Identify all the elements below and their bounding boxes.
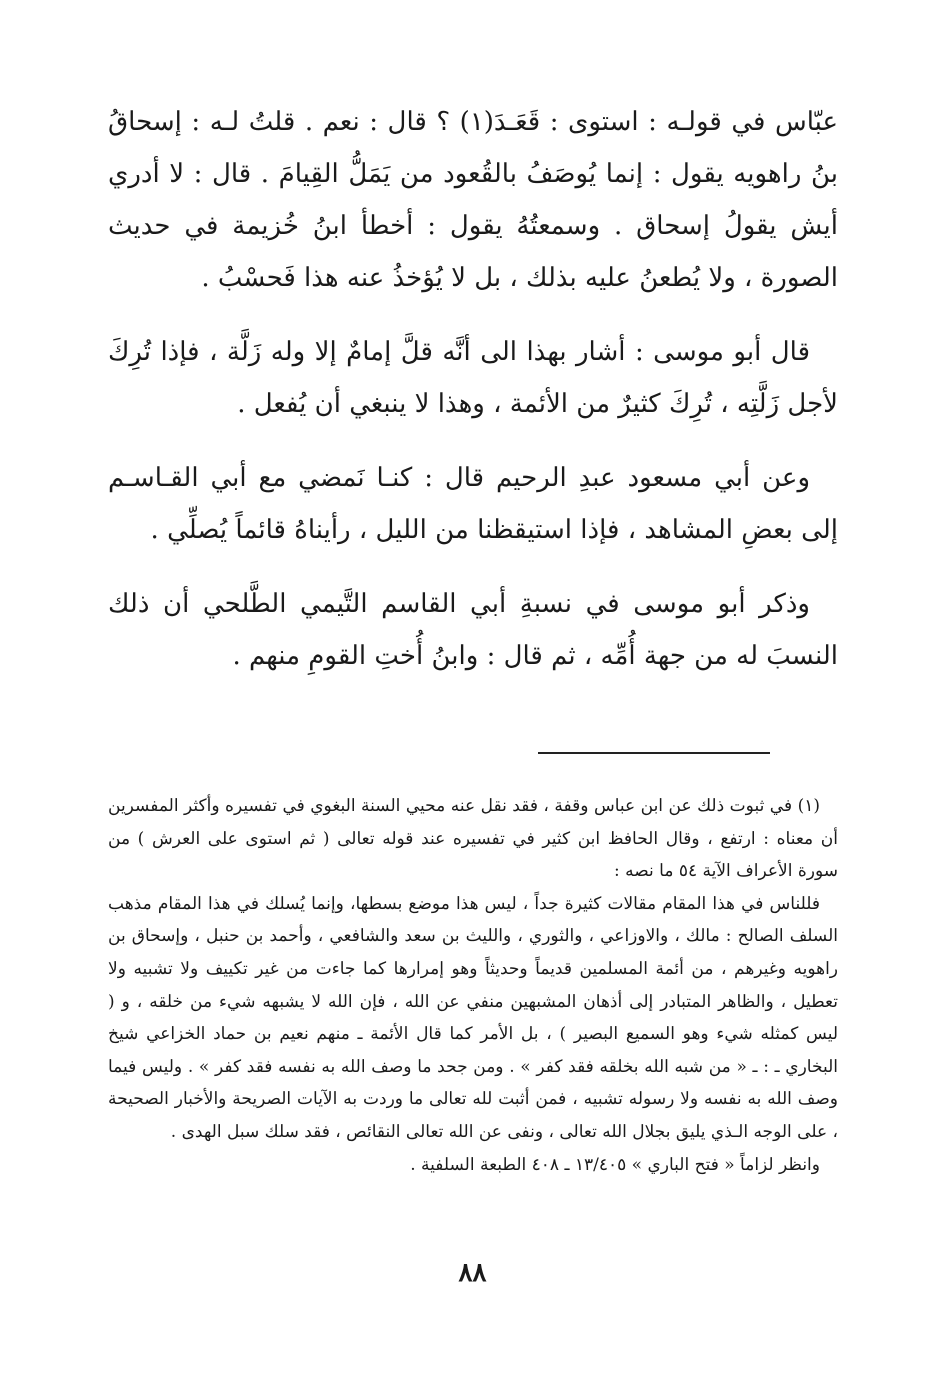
footnote-quote: فللناس في هذا المقام مقالات كثيرة جداً ، ليس هذا موضع بسطها، وإنما يُسلك في هذا المقام مذهب السلف الصالح : مالك ، والاوزاعي ، والثوري ، والليث بن سعد والشافعي ، وأحمد بن حنبل ، وإسحاق بن راهويه وغيرهم ، من أئمة المسلمين قديماً وحديثاً وهو إمرارها كما جاءت من غير تكييف ولا تشبيه ولا تعطيل ، والظاهر المتبادر إلى أذهان المشبهين منفي عن الله ، فإن الله لا يشبهه شيء من خلقه ، و ( ليس كمثله شيء وهو السميع البصير ) ، بل الأمر كما قال الأئمة ـ منهم نعيم بن حماد الخزاعي شيخ البخاري ـ : ـ « من شبه الله بخلقه فقد كفر » . ومن جحد ما وصف الله به نفسه فقد كفر » . وليس فيما وصف الله به نفسه ولا رسوله تشبيه ، فمن أثبت لله تعالى ما وردت به الآيات الصريحة والأخبار الصحيحة ، على الوجه الـذي يليق بجلال الله تعالى ، ونفى عن الله تعالى النقائص ، فقد سلك سبل الهدى . xyxy=(108,893,838,1142)
paragraph-4: وذكر أبو موسى في نسبةِ أبي القاسم التَّيمي الطَّلحي أن ذلك النسبَ له من جهة أُمِّه ، ثم قال : وابنُ أُختِ القومِ منهم . xyxy=(108,589,838,671)
paragraph-3: وعن أبي مسعود عبدِ الرحيم قال : كنـا نَمضي مع أبي القـاسـم إلى بعضِ المشاهد ، فإذا استيقظنا من الليل ، رأيناهُ قائماً يُصلِّي . xyxy=(108,463,838,545)
footnote-separator xyxy=(538,752,770,754)
main-text xyxy=(108,96,838,704)
footnotes xyxy=(108,790,838,1181)
page-number: ٨٨ xyxy=(458,1258,487,1288)
paragraph-2: قال أبو موسى : أشار بهذا الى أنَّه قلَّ إمامٌ إلا وله زَلَّة ، فإذا تُرِكَ لأجل زَلَّتِه ، تُرِكَ كثيرٌ من الأئمة ، وهذا لا ينبغي أن يُفعل . xyxy=(108,337,838,419)
footnote-reference: وانظر لزاماً « فتح الباري » ١٣/٤٠٥ ـ ٤٠٨ الطبعة السلفية . xyxy=(410,1154,820,1175)
paragraph-1: عبّاس في قولـه : استوى : قَعَـدَ(١) ؟ قال : نعم . قلتُ لـه : إسحاقُ بنُ راهويه يقول : إنما يُوصَفُ بالقُعود من يَمَلُّ القِيامَ . قال : لا أدري أيش يقولُ إسحاق . وسمعتُهُ يقول : أخطأ ابنُ خُزيمة في حديث الصورة ، ولا يُطعنُ عليه بذلك ، بل لا يُؤخذُ عنه هذا فَحسْبُ . xyxy=(108,107,838,293)
footnote-1: (١) في ثبوت ذلك عن ابن عباس وقفة ، فقد نقل عنه محيي السنة البغوي في تفسيره وأكثر المفسرين أن معناه : ارتفع ، وقال الحافظ ابن كثير في تفسيره عند قوله تعالى ( ثم استوى على العرش ) من سورة الأعراف الآية ٥٤ ما نصه : xyxy=(108,796,838,882)
